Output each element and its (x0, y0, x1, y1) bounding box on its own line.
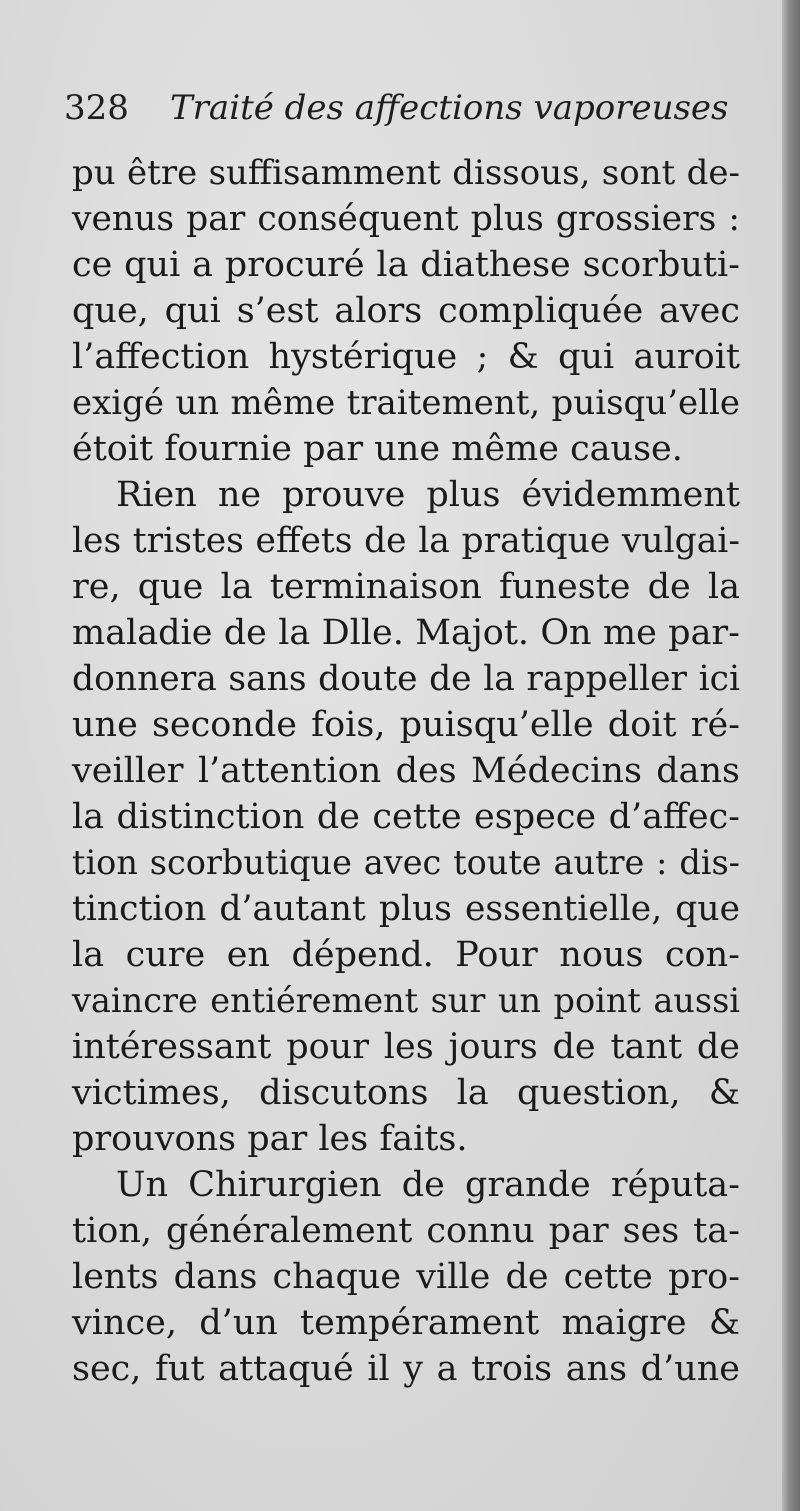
text-line: prouvons par les faits. (72, 1119, 468, 1159)
text-line: tion, généralement connu par ses ta- (72, 1211, 740, 1251)
text-line: venus par conséquent plus grossiers : (72, 199, 740, 239)
page-edge-shadow (782, 0, 800, 1511)
text-line: sec, fut attaqué il y a trois ans d’une (72, 1349, 740, 1389)
text-line: vince, d’un tempérament maigre & (72, 1303, 740, 1343)
text-line: la cure en dépend. Pour nous con- (72, 935, 740, 975)
running-title: Traité des affections vaporeuses (170, 88, 729, 128)
text-line: tinction d’autant plus essentielle, que (72, 889, 740, 929)
body-text (72, 150, 740, 1392)
paragraph-start-line: Rien ne prouve plus évidemment (116, 475, 740, 515)
text-line: l’affection hystérique ; & qui auroit (72, 337, 740, 377)
page-header (64, 88, 744, 138)
text-line: les tristes effets de la pratique vulgai- (72, 521, 740, 561)
text-line: donnera sans doute de la rappeller ici (72, 659, 740, 699)
text-line: re, que la terminaison funeste de la (72, 567, 740, 607)
paragraph-start-line: Un Chirurgien de grande réputa- (116, 1165, 740, 1205)
text-line: maladie de la Dlle. Majot. On me par- (72, 613, 740, 653)
text-line: lents dans chaque ville de cette pro- (72, 1257, 740, 1297)
page-number: 328 (64, 88, 129, 128)
text-line: vaincre entiérement sur un point aussi (72, 981, 740, 1020)
text-line: tion scorbutique avec toute autre : dis- (72, 843, 740, 882)
text-line: exigé un même traitement, puisqu’elle (72, 383, 740, 423)
text-line: pu être suffisamment dissous, sont de- (72, 153, 740, 193)
text-line: ce qui a procuré la diathese scorbuti- (72, 245, 740, 285)
text-line: victimes, discutons la question, & (72, 1073, 740, 1113)
text-line: étoit fournie par une même cause. (72, 429, 683, 469)
text-line: intéressant pour les jours de tant de (72, 1027, 740, 1067)
text-line: une seconde fois, puisqu’elle doit ré- (72, 705, 740, 745)
text-line: que, qui s’est alors compliquée avec (72, 291, 740, 331)
text-line: veiller l’attention des Médecins dans (72, 751, 740, 791)
text-line: la distinction de cette espece d’affec- (72, 797, 740, 837)
